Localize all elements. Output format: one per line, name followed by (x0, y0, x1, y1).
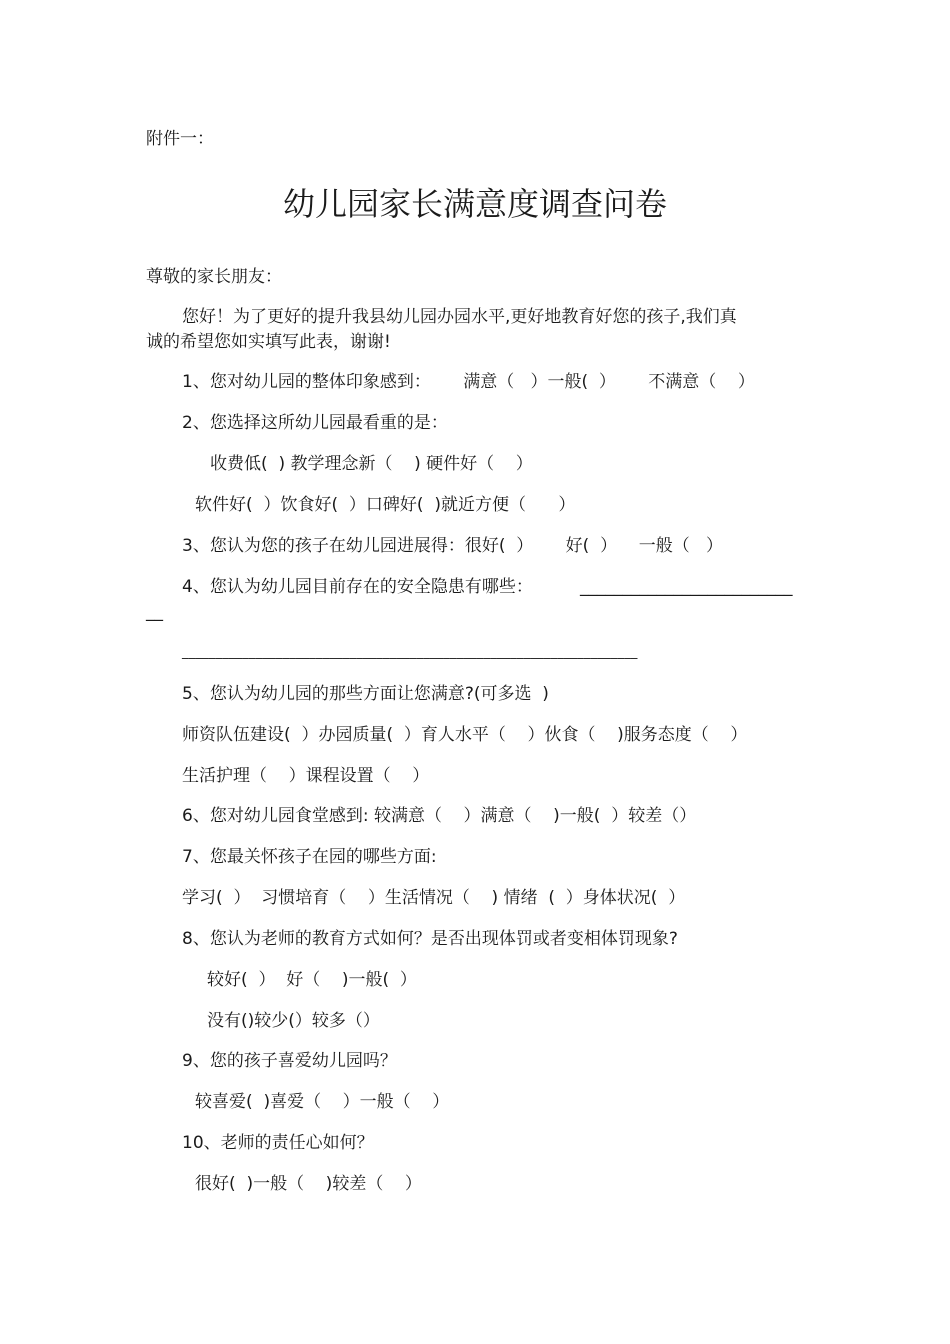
intro-line-1: 您好！为了更好的提升我县幼儿园办园水平,更好地教育好您的孩子,我们真 (182, 307, 737, 327)
document-title: 幼儿园家长满意度调查问卷 (282, 185, 667, 223)
question-8-options-1: 较好( ） 好（ )一般( ） (207, 970, 417, 990)
question-6: 6、您对幼儿园食堂感到: 较满意（ ）满意（ )一般( ）较差（） (182, 806, 697, 826)
question-7: 7、您最关怀孩子在园的哪些方面: (182, 847, 437, 867)
question-2-options-2: 软件好( ）饮食好( ）口碑好( )就近方便（ ） (195, 495, 576, 515)
question-7-options: 学习( ） 习惯培育（ ）生活情况（ ) 情绪 ( ）身体状况( ） (182, 888, 686, 908)
question-5-options-1: 师资队伍建设( ）办园质量( ）育人水平（ ）伙食（ )服务态度（ ） (182, 725, 748, 745)
question-3: 3、您认为您的孩子在幼儿园进展得：很好( ） 好( ） 一般（ ） (182, 536, 723, 556)
intro-line-2: 诚的希望您如实填写此表，谢谢! (146, 332, 391, 352)
greeting: 尊敬的家长朋友： (146, 267, 282, 287)
question-2-options-1: 收费低( ) 教学理念新（ ) 硬件好（ ） (210, 454, 533, 474)
question-4-answer-blank: _________________________ (580, 577, 793, 597)
question-5-options-2: 生活护理（ ）课程设置（ ） (182, 766, 430, 786)
question-5: 5、您认为幼儿园的那些方面让您满意?(可多选 ) (182, 684, 549, 704)
question-9: 9、您的孩子喜爱幼儿园吗？ (182, 1051, 397, 1071)
question-8-options-2: 没有()较少(）较多（） (207, 1011, 380, 1031)
question-2: 2、您选择这所幼儿园最看重的是： (182, 413, 448, 433)
question-10: 10、老师的责任心如何？ (182, 1133, 374, 1153)
question-4: 4、您认为幼儿园目前存在的安全隐患有哪些： (182, 577, 533, 597)
annex-label: 附件一： (146, 129, 214, 149)
question-9-options: 较喜爱( )喜爱（ ）一般（ ） (195, 1092, 450, 1112)
question-4-answer-blank-cont: __ (146, 602, 163, 622)
question-4-answer-line: ____________________________________________________________________ (182, 645, 638, 660)
question-10-options: 很好( )一般（ )较差（ ） (195, 1174, 422, 1194)
question-8: 8、您认为老师的教育方式如何？是否出现体罚或者变相体罚现象? (182, 929, 678, 949)
question-1: 1、您对幼儿园的整体印象感到： 满意（ ）一般( ） 不满意（ ） (182, 372, 755, 392)
